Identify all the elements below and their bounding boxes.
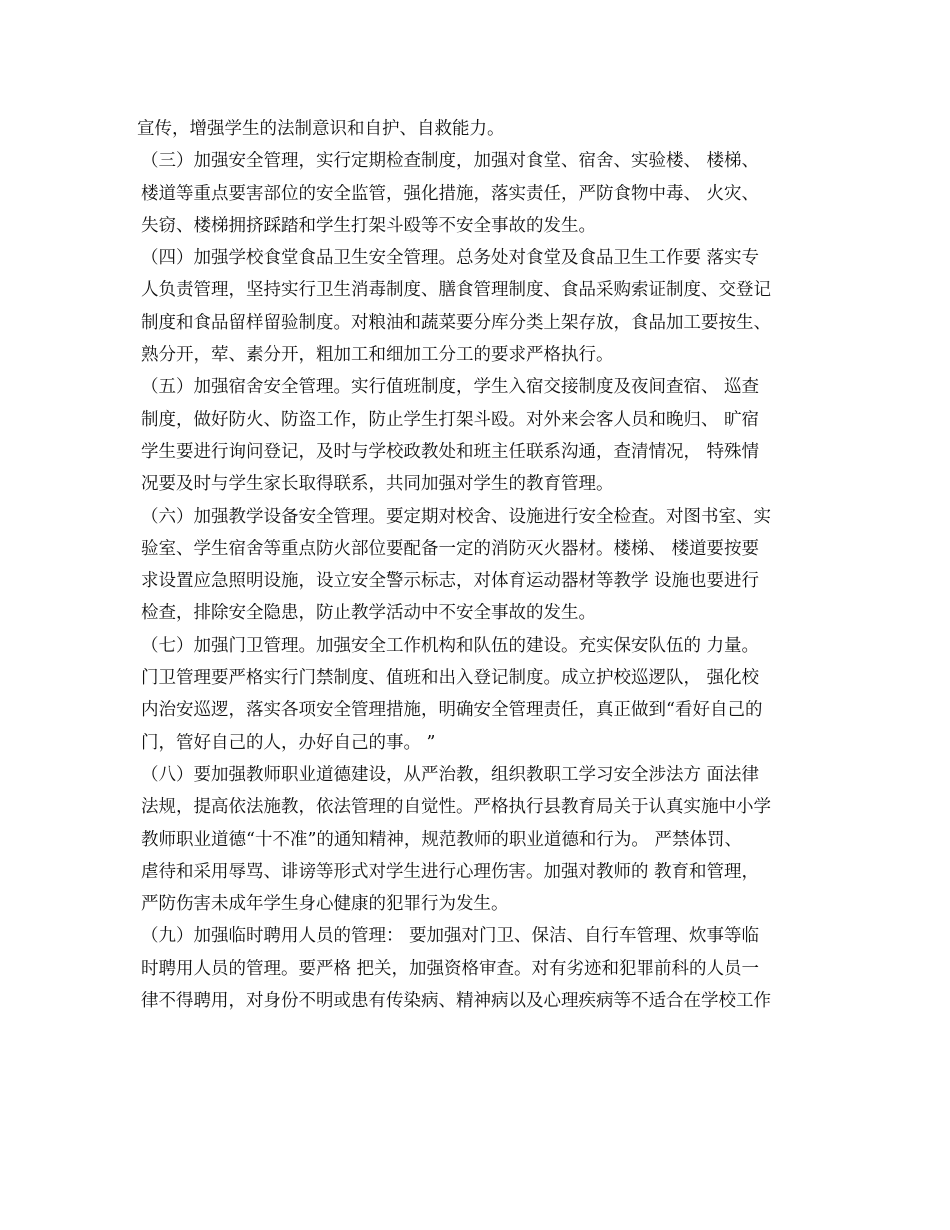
document-body [137,113,821,1017]
text-line: 门，管好自己的人，办好自己的事。 ” [141,732,436,753]
text-line: 门卫管理要严格实行门禁制度、值班和出入登记制度。成立护校巡逻队， 强化校 [141,668,760,689]
text-line: （六）加强教学设备安全管理。要定期对校舍、设施进行安全检查。对图书室、实 [141,506,771,527]
text-line: 求设置应急照明设施，设立安全警示标志，对体育运动器材等教学 设施也要进行 [141,571,760,592]
text-line: （五）加强宿舍安全管理。实行值班制度，学生入宿交接制度及夜间查宿、 巡查 [141,377,760,398]
text-line: 宣传，增强学生的法制意识和自护、自救能力。 [137,119,505,139]
text-line: 内治安巡逻，落实各项安全管理措施，明确安全管理责任，真正做到“看好自己的 [141,700,763,721]
text-line: 律不得聘用，对身份不明或患有传染病、精神病以及心理疾病等不适合在学校工作 [141,991,771,1012]
text-line: 失窃、楼梯拥挤踩踏和学生打架斗殴等不安全事故的发生。 [141,215,596,236]
text-line: 虐待和采用辱骂、诽谤等形式对学生进行心理伤害。加强对教师的 教育和管理， [141,861,760,882]
text-line: 楼道等重点要害部位的安全监管，强化措施，落实责任，严防食物中毒、 火灾、 [141,183,760,204]
text-line: 时聘用人员的管理。要严格 把关，加强资格审查。对有劣迹和犯罪前科的人员一 [141,958,760,979]
text-line: 教师职业道德“十不准”的通知精神，规范教师的职业道德和行为。 严禁体罚、 [141,829,742,850]
text-line: （九）加强临时聘用人员的管理： 要加强对门卫、保洁、自行车管理、炊事等临 [141,926,760,947]
text-line: 熟分开，荤、素分开，粗加工和细加工分工的要求严格执行。 [141,345,614,366]
text-line: 严防伤害未成年学生身心健康的犯罪行为发生。 [141,894,509,915]
text-line: 法规，提高依法施教，依法管理的自觉性。严格执行县教育局关于认真实施中小学 [141,797,771,818]
text-line: （八）要加强教师职业道德建设，从严治教，组织教职工学习安全涉法方 面法律 [141,764,760,785]
text-line: 况要及时与学生家长取得联系，共同加强对学生的教育管理。 [141,474,614,495]
text-line: 制度和食品留样留验制度。对粮油和蔬菜要分库分类上架存放，食品加工要按生、 [141,312,771,333]
text-line: 学生要进行询问登记，及时与学校政教处和班主任联系沟通，查清情况， 特殊情 [141,441,760,462]
text-line: 制度，做好防火、防盗工作，防止学生打架斗殴。对外来会客人员和晚归、 旷宿 [141,409,760,430]
text-line: （三）加强安全管理，实行定期检查制度，加强对食堂、宿舍、实验楼、 楼梯、 [141,151,760,172]
text-line: 验室、学生宿舍等重点防火部位要配备一定的消防灭火器材。楼梯、 楼道要按要 [141,538,760,559]
text-line: （四）加强学校食堂食品卫生安全管理。总务处对食堂及食品卫生工作要 落实专 [141,248,760,269]
text-line: 人负责管理，坚持实行卫生消毒制度、膳食管理制度、食品采购索证制度、交登记 [141,280,771,301]
text-line: （七）加强门卫管理。加强安全工作机构和队伍的建设。充实保安队伍的 力量。 [141,635,760,656]
text-line: 检查，排除安全隐患，防止教学活动中不安全事故的发生。 [141,603,596,624]
